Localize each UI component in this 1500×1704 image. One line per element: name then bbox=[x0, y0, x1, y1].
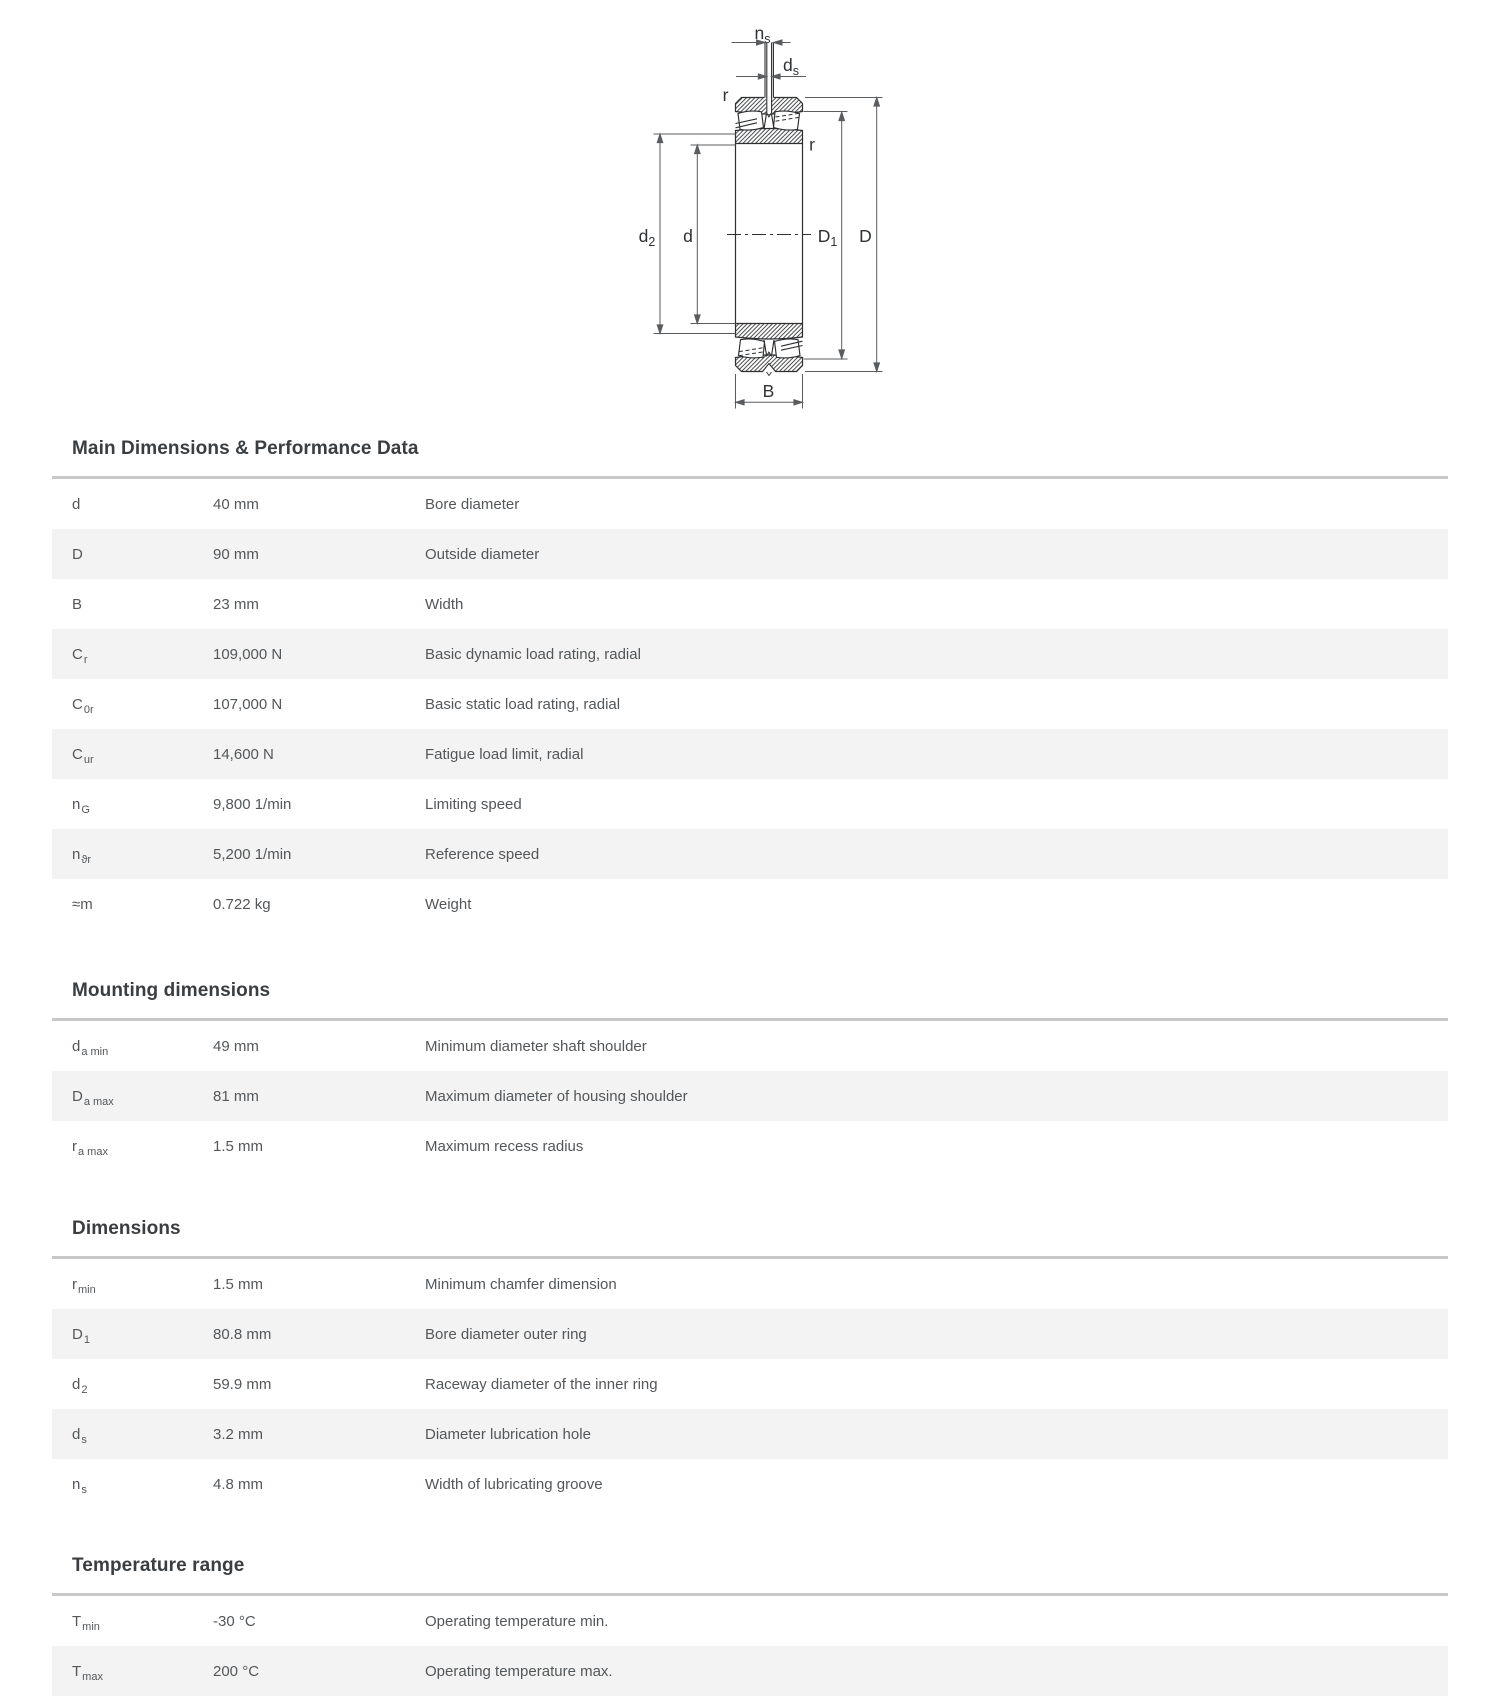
table-row bbox=[52, 579, 1448, 629]
description-cell: Basic static load rating, radial bbox=[425, 695, 621, 713]
symbol-base: d bbox=[72, 1375, 81, 1393]
table-row bbox=[52, 629, 1448, 679]
symbol-base: ≈m bbox=[72, 895, 93, 913]
symbol-cell bbox=[72, 496, 213, 513]
symbol-subscript: G bbox=[81, 803, 90, 816]
symbol-base: C bbox=[72, 745, 83, 763]
description-cell: Maximum diameter of housing shoulder bbox=[425, 1087, 688, 1105]
symbol-base: D bbox=[72, 1087, 83, 1105]
table-row bbox=[52, 829, 1448, 879]
symbol-cell bbox=[72, 596, 213, 613]
description-cell: Bore diameter bbox=[425, 495, 520, 513]
symbol-cell bbox=[72, 1425, 213, 1446]
spec-section bbox=[52, 979, 1448, 1171]
table-row bbox=[52, 679, 1448, 729]
symbol-cell bbox=[72, 546, 213, 563]
symbol-cell bbox=[72, 1275, 213, 1296]
symbol-subscript: a max bbox=[83, 1095, 114, 1108]
value-cell: 81 mm bbox=[213, 1087, 259, 1105]
value-cell: 80.8 mm bbox=[213, 1325, 272, 1343]
value-cell: 9,800 1/min bbox=[213, 795, 292, 813]
spec-table bbox=[52, 1256, 1448, 1509]
value-cell: 40 mm bbox=[213, 495, 259, 513]
symbol-base: B bbox=[72, 595, 83, 613]
spec-section bbox=[52, 1217, 1448, 1509]
description-cell: Reference speed bbox=[425, 845, 540, 863]
symbol-cell bbox=[72, 695, 213, 716]
symbol-subscript: a max bbox=[78, 1145, 108, 1158]
value-cell: -30 °C bbox=[213, 1612, 256, 1630]
symbol-cell bbox=[72, 1137, 213, 1158]
symbol-cell bbox=[72, 1325, 213, 1346]
label-r-inner: r bbox=[809, 134, 815, 155]
description-cell: Bore diameter outer ring bbox=[425, 1325, 587, 1343]
symbol-cell bbox=[72, 795, 213, 816]
symbol-cell bbox=[72, 1475, 213, 1496]
symbol-subscript: s bbox=[81, 1433, 87, 1446]
symbol-cell bbox=[72, 896, 213, 913]
table-row bbox=[52, 1596, 1448, 1646]
value-cell: 1.5 mm bbox=[213, 1275, 264, 1293]
symbol-base: n bbox=[72, 795, 81, 813]
value-cell: 0.722 kg bbox=[213, 895, 271, 913]
symbol-cell bbox=[72, 1612, 213, 1633]
label-D1: $D_1$ bbox=[817, 226, 838, 249]
symbol-base: n bbox=[72, 845, 81, 863]
description-cell: Diameter lubrication hole bbox=[425, 1425, 591, 1443]
table-row bbox=[52, 1121, 1448, 1171]
symbol-base: d bbox=[72, 495, 81, 513]
label-d2: $d_2$ bbox=[638, 226, 656, 249]
value-cell: 107,000 N bbox=[213, 695, 283, 713]
description-cell: Maximum recess radius bbox=[425, 1137, 584, 1155]
table-row bbox=[52, 1309, 1448, 1359]
symbol-cell bbox=[72, 1375, 213, 1396]
symbol-subscript: ϑr bbox=[81, 853, 92, 866]
table-row bbox=[52, 1021, 1448, 1071]
description-cell: Operating temperature max. bbox=[425, 1662, 613, 1680]
symbol-base: d bbox=[72, 1037, 81, 1055]
symbol-subscript: max bbox=[82, 1670, 103, 1683]
label-ds: $d_s$ bbox=[783, 55, 799, 78]
symbol-base: C bbox=[72, 695, 83, 713]
value-cell: 3.2 mm bbox=[213, 1425, 264, 1443]
description-cell: Width bbox=[425, 595, 464, 613]
symbol-cell bbox=[72, 1087, 213, 1108]
description-cell: Width of lubricating groove bbox=[425, 1475, 603, 1493]
table-row bbox=[52, 1409, 1448, 1459]
bearing-dimension-drawing bbox=[0, 0, 1500, 420]
table-row bbox=[52, 1459, 1448, 1509]
symbol-base: r bbox=[72, 1137, 77, 1155]
table-row bbox=[52, 729, 1448, 779]
value-cell: 200 °C bbox=[213, 1662, 260, 1680]
symbol-cell bbox=[72, 1037, 213, 1058]
label-d: d bbox=[683, 226, 693, 246]
spec-table bbox=[52, 476, 1448, 929]
label-B: B bbox=[762, 381, 775, 401]
table-row bbox=[52, 479, 1448, 529]
symbol-base: D bbox=[72, 545, 83, 563]
symbol-subscript: ur bbox=[83, 753, 94, 766]
description-cell: Outside diameter bbox=[425, 545, 540, 563]
symbol-base: r bbox=[72, 1275, 77, 1293]
spec-section bbox=[52, 1554, 1448, 1696]
description-cell: Raceway diameter of the inner ring bbox=[425, 1375, 658, 1393]
spec-table bbox=[52, 1018, 1448, 1171]
value-cell: 49 mm bbox=[213, 1037, 259, 1055]
symbol-base: T bbox=[72, 1612, 82, 1630]
value-cell: 109,000 N bbox=[213, 645, 283, 663]
section-heading: Main Dimensions & Performance Data bbox=[72, 438, 419, 459]
symbol-subscript: 0r bbox=[83, 703, 94, 716]
label-r-outer: r bbox=[722, 85, 729, 105]
symbol-subscript: s bbox=[81, 1483, 87, 1496]
section-heading: Mounting dimensions bbox=[72, 980, 271, 1001]
value-cell: 4.8 mm bbox=[213, 1475, 264, 1493]
value-cell: 59.9 mm bbox=[213, 1375, 272, 1393]
table-row bbox=[52, 779, 1448, 829]
table-row bbox=[52, 1071, 1448, 1121]
description-cell: Minimum diameter shaft shoulder bbox=[425, 1037, 647, 1055]
spec-table bbox=[52, 1593, 1448, 1696]
symbol-subscript: min bbox=[78, 1283, 96, 1296]
value-cell: 5,200 1/min bbox=[213, 845, 292, 863]
symbol-base: n bbox=[72, 1475, 81, 1493]
symbol-subscript: 1 bbox=[83, 1333, 90, 1346]
symbol-cell bbox=[72, 745, 213, 766]
symbol-base: T bbox=[72, 1662, 82, 1680]
description-cell: Operating temperature min. bbox=[425, 1612, 609, 1630]
table-row bbox=[52, 879, 1448, 929]
value-cell: 23 mm bbox=[213, 595, 259, 613]
table-row bbox=[52, 1259, 1448, 1309]
symbol-subscript: 2 bbox=[81, 1383, 88, 1396]
value-cell: 1.5 mm bbox=[213, 1137, 264, 1155]
symbol-base: d bbox=[72, 1425, 81, 1443]
symbol-cell bbox=[72, 845, 213, 866]
symbol-subscript: r bbox=[83, 653, 88, 666]
symbol-subscript: min bbox=[82, 1620, 100, 1633]
label-ns: $n_s$ bbox=[754, 23, 771, 46]
description-cell: Limiting speed bbox=[425, 795, 522, 813]
symbol-cell bbox=[72, 645, 213, 666]
symbol-subscript: a min bbox=[81, 1045, 109, 1058]
symbol-base: D bbox=[72, 1325, 83, 1343]
section-heading: Temperature range bbox=[72, 1555, 245, 1576]
description-cell: Minimum chamfer dimension bbox=[425, 1275, 617, 1293]
value-cell: 90 mm bbox=[213, 545, 259, 563]
symbol-base: C bbox=[72, 645, 83, 663]
label-D: D bbox=[859, 226, 872, 246]
description-cell: Fatigue load limit, radial bbox=[425, 745, 584, 763]
description-cell: Weight bbox=[425, 895, 472, 913]
table-row bbox=[52, 529, 1448, 579]
table-row bbox=[52, 1646, 1448, 1696]
section-heading: Dimensions bbox=[72, 1218, 181, 1239]
spec-section bbox=[52, 437, 1448, 929]
table-row bbox=[52, 1359, 1448, 1409]
description-cell: Basic dynamic load rating, radial bbox=[425, 645, 641, 663]
symbol-cell bbox=[72, 1662, 213, 1683]
value-cell: 14,600 N bbox=[213, 745, 274, 763]
